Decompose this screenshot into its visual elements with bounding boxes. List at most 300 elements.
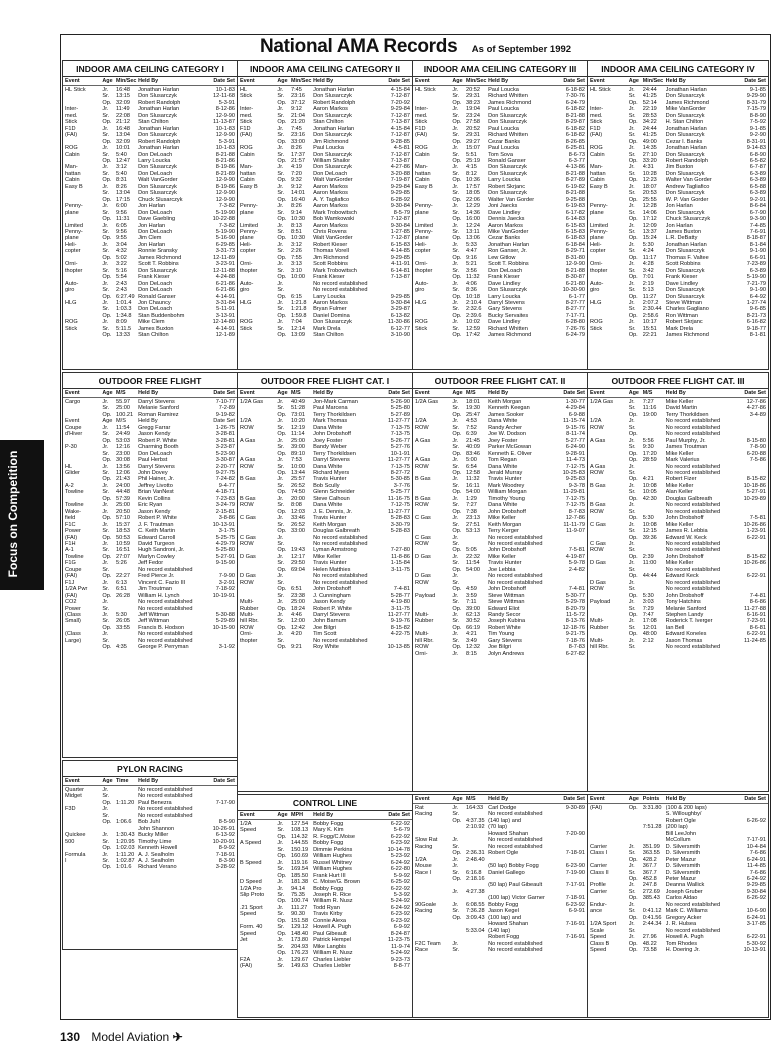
record-cell: 1:02.03 — [115, 845, 135, 852]
record-cell: Sr. — [102, 190, 110, 197]
record-row — [240, 963, 410, 969]
record-cell: 3-31-73 — [215, 248, 235, 255]
record-cell: C. Moise/G. Brown — [313, 879, 361, 886]
record-cell: 5-26-90 — [390, 399, 410, 405]
record-cell: Jon Harlan — [138, 241, 166, 248]
record-cell: 6-18-82 — [565, 125, 585, 132]
record-cell: Inter- — [65, 106, 79, 113]
record-cell: Op. — [277, 254, 287, 261]
record-cell: Aaron Markos — [313, 299, 348, 306]
record-cell: 7-17-91 — [746, 837, 766, 844]
record-cell: 4-14-85 — [390, 248, 410, 255]
record-cell: Hugh Sandroni, Jr. — [138, 547, 185, 554]
record-cell: 4-29-79 — [215, 540, 235, 547]
record-cell: 17:20 — [642, 450, 657, 457]
column-header: Held By — [665, 78, 686, 84]
record-cell: John Barnum — [313, 618, 347, 625]
column-header: Min/Sec — [290, 78, 312, 84]
record-cell: 9-2-91 — [749, 196, 766, 203]
panel-title: OUTDOOR FREE FLIGHT CAT. II — [413, 373, 587, 389]
record-cell: Gary Stevens — [488, 306, 522, 313]
record-cell: 7-24-82 — [215, 476, 235, 483]
record-cell: Peter Mazur — [665, 856, 697, 863]
record-rows — [238, 820, 412, 969]
record-cell: Sr. — [628, 170, 636, 177]
record-cell: Profile — [590, 882, 606, 889]
record-cell: Francis B. Hodson — [138, 624, 185, 631]
record-cell: L.R. DeBatty — [665, 235, 698, 242]
record-cell: Jr. — [452, 631, 459, 638]
record-cell: 14:06 — [642, 209, 657, 216]
record-cell: Sr. — [452, 228, 460, 235]
record-cell: 367.7 — [642, 863, 657, 870]
record-cell: 11-27-88 — [743, 605, 766, 612]
record-cell: W. P. Van Gorder — [665, 196, 709, 203]
record-cell: 6-27-82 — [565, 650, 585, 657]
record-cell: 144.55 — [290, 840, 309, 847]
record-cell: 7-18-92 — [215, 586, 235, 593]
column-header: Event — [590, 78, 605, 84]
record-cell: 8-31-80 — [565, 254, 585, 261]
record-cell: C Gas — [240, 515, 256, 522]
record-cell: 5-29-89 — [215, 618, 235, 625]
record-cell: 3:03 — [642, 599, 654, 606]
record-cell: Op. — [277, 528, 287, 535]
record-cell: Sr. — [277, 502, 285, 509]
record-cell: Darryl Stevens — [313, 611, 350, 618]
record-cell: Sr. — [628, 850, 636, 857]
record-cell: Tom Rhodes — [665, 940, 698, 947]
record-cell: Penny- — [240, 203, 258, 210]
record-cell: Jr. — [452, 203, 459, 210]
record-cell: Jr. — [277, 904, 284, 911]
record-cell: Andrew Tagliafico — [665, 183, 710, 190]
record-cell: 11-4-73 — [566, 457, 585, 464]
record-cell: Speed — [590, 934, 607, 941]
record-cell: Op. — [102, 644, 112, 651]
column-header: Points — [642, 796, 660, 802]
record-cell: 6:39 — [465, 431, 477, 438]
record-cell: Op. — [452, 235, 462, 242]
record-cell: 8-21-88 — [215, 151, 235, 158]
record-cell: Carrier — [590, 888, 608, 895]
record-cell: 0:41.56 — [642, 914, 662, 921]
record-cell: 12-9-90 — [565, 261, 585, 268]
record-cell: No record established — [665, 644, 721, 651]
record-cell: 8-27-77 — [565, 299, 585, 306]
record-cell: Op. — [628, 274, 638, 281]
record-cell: 8-6-86 — [749, 599, 766, 606]
record-cell: F1H — [65, 540, 76, 547]
record-cell: Sr. — [277, 579, 285, 586]
record-cell: 16:48 — [115, 125, 130, 132]
record-cell: Sr. — [102, 812, 110, 819]
record-cell: 6-15-83 — [565, 222, 585, 229]
record-cell: Don Slusarczyk — [138, 112, 177, 119]
record-cell: James Richmond — [665, 332, 709, 339]
record-cell: Mark Drela — [665, 325, 694, 332]
record-cell: 6:27.49 — [115, 293, 135, 300]
record-cell: plane — [240, 209, 254, 216]
record-cell: 10-1-83 — [215, 87, 235, 93]
record-cell: 4:24 — [642, 248, 654, 255]
record-cell: B Gas — [415, 495, 431, 502]
record-cell: Jr. — [102, 87, 109, 93]
record-cell: 5-9-92 — [393, 872, 410, 879]
record-cell: 11-15-74 — [562, 418, 585, 425]
record-cell: Jr. — [277, 106, 284, 113]
records-panel — [237, 372, 413, 792]
record-cell: Penny- — [415, 228, 433, 235]
records-panel — [412, 794, 588, 1018]
record-cell: HL — [240, 87, 248, 93]
record-cell: 11:32 — [465, 274, 480, 281]
record-cell: 5:05 — [465, 547, 477, 554]
record-cell: Sr. — [628, 586, 636, 593]
record-cell: 16:40 — [290, 196, 305, 203]
record-cell: Jim Troutman — [138, 586, 172, 593]
record-cell: No record established — [138, 637, 193, 644]
record-cell: 11-27-77 — [387, 508, 410, 515]
record-cell: 3-31-84 — [215, 299, 235, 306]
record-cell: Bobby Fogg — [488, 901, 519, 908]
record-cell: Midget — [65, 793, 82, 800]
record-cell: Jr. — [452, 319, 459, 326]
record-cell: Lew Gitlow — [488, 254, 516, 261]
record-cell: Don Slusarczyk — [313, 164, 352, 171]
record-cell: 12-9-90 — [215, 196, 235, 203]
record-rows — [413, 398, 587, 657]
record-cell: 1:01.6 — [115, 864, 132, 871]
record-cell: John Drobshoff — [313, 586, 351, 593]
record-cell: Don DeLoach — [138, 450, 173, 457]
record-cell: 8-15-80 — [746, 437, 766, 444]
record-cell: 247.8 — [642, 882, 657, 889]
record-cell: 2:26 — [290, 248, 302, 255]
record-cell: 7-12-87 — [390, 235, 410, 242]
record-cell: B Gas — [590, 502, 606, 509]
record-cell: Sr. — [628, 888, 636, 895]
record-cell: 30:52 — [465, 618, 480, 625]
record-cell: Robert P. White — [138, 515, 177, 522]
record-cell: Op. — [277, 489, 287, 496]
record-cell: 452.8 — [642, 875, 657, 882]
record-cell: hill Rbr. — [415, 637, 434, 644]
record-cell: Jr. — [102, 482, 109, 489]
record-cell: 5-19-90 — [746, 274, 766, 281]
record-cell: Op. — [628, 476, 638, 483]
record-cell: 7-30-76 — [565, 93, 585, 100]
record-cell: Don Slusarczyk — [138, 164, 177, 171]
record-cell: 17:15 — [115, 196, 130, 203]
record-cell: Jim Clem — [138, 235, 162, 242]
record-cell: 1-15-84 — [390, 560, 410, 567]
record-cell: Towline — [65, 489, 84, 496]
record-cell: Op. — [102, 476, 112, 483]
record-cell: 111.27 — [290, 904, 308, 911]
page-title-block — [60, 36, 771, 58]
record-cell: Don DeLoach — [138, 287, 173, 294]
record-cell: 10-15-90 — [212, 624, 235, 631]
record-cell: 5-27-91 — [746, 489, 766, 496]
record-cell: 12:03 — [290, 508, 305, 515]
record-cell: Mark Trobowitsch — [313, 267, 357, 274]
record-row — [240, 644, 410, 650]
records-panel — [237, 794, 413, 1018]
record-cell: 5:30 — [115, 611, 127, 618]
record-rows — [588, 804, 768, 953]
record-cell: Edward Keck — [665, 573, 699, 580]
record-cell: 3:04 — [115, 241, 127, 248]
record-cell: 9-6-85 — [749, 306, 766, 313]
record-cell: 7:29 — [642, 605, 654, 612]
record-cell: 6-24-90 — [565, 444, 585, 451]
record-cell: J. Cunningham — [313, 592, 351, 599]
record-cell: 22:06 — [465, 196, 480, 203]
record-cell: Aaron Markos — [313, 222, 348, 229]
record-cell: 7-23-89 — [746, 261, 766, 268]
record-cell: (Class — [65, 631, 81, 638]
record-cell: 2:36.31 — [465, 850, 485, 857]
record-cell: Peter Mazur — [665, 875, 697, 882]
record-cell: Sr. — [277, 132, 285, 139]
record-cell: Jerald Murray — [488, 469, 523, 476]
record-cell: Don Slusarczyk — [665, 248, 705, 255]
record-cell: 9-1-85 — [749, 125, 766, 132]
record-cell: Jon Harlan — [138, 203, 166, 210]
record-cell: Op. — [277, 216, 287, 223]
record-cell: Jr. — [452, 164, 459, 171]
record-cell: Wake- — [65, 508, 81, 515]
record-cell: A. J. Sealholm — [138, 857, 175, 864]
record-cell: 6-23-92 — [390, 911, 410, 918]
record-cell: 5-26-77 — [390, 437, 410, 444]
column-header: Date Set — [213, 78, 235, 84]
records-panel — [237, 60, 413, 370]
record-cell: Op. — [628, 293, 638, 300]
record-cell: Joseph Kubina — [488, 618, 526, 625]
record-cell: plane — [65, 209, 79, 216]
record-cell: Op. — [628, 119, 638, 126]
record-cell: Op. — [102, 495, 112, 502]
record-cell: Paul Loucka — [313, 145, 344, 152]
record-cell: Charles Liebler — [313, 962, 351, 969]
record-cell: 1:01.4 — [115, 299, 132, 306]
record-cell — [65, 864, 102, 870]
record-cell: 13:09 — [290, 332, 305, 339]
record-cell: Class B — [590, 940, 610, 947]
record-cell: Bucky Servaites — [488, 312, 529, 319]
column-headers — [588, 795, 768, 804]
column-header: Date Set — [563, 390, 585, 396]
column-header: Event — [590, 796, 605, 802]
record-cell: Cabin — [590, 151, 605, 158]
record-cell: H. Stan Chilton — [665, 119, 704, 126]
record-cell: Sr. — [628, 325, 636, 332]
record-cell: Jr. — [628, 882, 635, 889]
record-cell: 89:10 — [290, 450, 305, 457]
record-cell: 5-16-90 — [215, 235, 235, 242]
record-cell: Jr. — [277, 859, 284, 866]
record-cell: 55.97 — [115, 399, 130, 405]
record-cell: hattan — [65, 170, 81, 177]
record-cell: 27:07 — [115, 553, 130, 560]
record-cell: Jr. — [277, 631, 284, 638]
record-cell: 6-22-91 — [746, 573, 766, 580]
record-cell: Jr. — [102, 280, 109, 287]
record-cell: 3:59 — [465, 592, 477, 599]
record-cell: 5-19-90 — [215, 209, 235, 216]
record-cell: Rubber — [590, 624, 609, 631]
record-cell: 1:02.87 — [115, 857, 135, 864]
column-header: Held By — [313, 390, 334, 396]
record-cell: 16:11 — [465, 482, 480, 489]
record-cell: 6-22-92 — [390, 821, 410, 827]
record-cell: 10:05 — [642, 489, 657, 496]
record-cell: Op. — [277, 566, 287, 573]
record-cell: Frank Kieser — [665, 274, 698, 281]
record-cell: Op. — [277, 930, 287, 937]
record-cell: 9-1-90 — [749, 287, 766, 294]
record-cell: Limited — [415, 222, 434, 229]
record-cell: Dana White — [488, 502, 518, 509]
record-cell: Glenn Schneider — [313, 489, 355, 496]
record-cell: 2:07.2 — [642, 299, 659, 306]
record-cell: No record established — [488, 573, 543, 580]
record-cell: Dave Lindley — [488, 209, 521, 216]
record-cell: hattan — [590, 170, 606, 177]
record-cell: Dana White — [488, 418, 518, 425]
record-cell: B Gas — [240, 476, 256, 483]
record-cell: Op. — [628, 177, 638, 184]
record-cell: Robert Kieser — [313, 241, 348, 248]
record-cell: ROG — [590, 319, 603, 326]
record-cell: Op. — [277, 157, 287, 164]
record-cell: 8:26 — [290, 145, 302, 152]
record-cell: Don Slusarczyk — [313, 112, 352, 119]
record-cell: 12:01 — [642, 624, 657, 631]
record-cell: 6-18-82 — [565, 132, 585, 139]
record-cell: Sr. — [452, 306, 460, 313]
record-cell: 19:30 — [465, 405, 480, 412]
record-cell: Walt VanGorder — [138, 177, 178, 184]
record-cell: (50 lap) Paul Gibeault — [488, 882, 543, 889]
record-cell: 10-30-90 — [562, 287, 585, 294]
record-cell: Auto- — [65, 280, 79, 287]
record-cell: 3:12 — [115, 164, 127, 171]
record-cell: 3-7-76 — [393, 482, 410, 489]
record-cell: Sr. — [277, 267, 285, 274]
record-cell: Op. — [628, 196, 638, 203]
record-cell: Towline — [65, 553, 84, 560]
column-header: Date Set — [744, 796, 766, 802]
record-cell: Jon Harlan — [138, 222, 166, 229]
record-cell: Joey Foster — [313, 437, 343, 444]
record-cell: 1/2A Gas — [240, 399, 264, 405]
record-cell: Sr. — [452, 93, 460, 100]
record-cell: Jr. — [102, 241, 109, 248]
record-cell: thopter — [415, 267, 433, 274]
record-cell: Don Slusarczyk — [313, 93, 352, 100]
record-cell: 7:27 — [642, 399, 654, 405]
record-cell: 10-4-84 — [746, 843, 766, 850]
record-cell: Phil Hainer, Jr. — [138, 476, 175, 483]
record-cell: Jr. — [452, 399, 459, 405]
record-cell: Mark Valerius — [665, 457, 700, 464]
record-cell: 10-1-91 — [390, 450, 410, 457]
record-cell: Joseph Gruber — [665, 888, 703, 895]
record-cell: C Gas — [590, 540, 606, 547]
record-cell: 9:55 — [115, 235, 127, 242]
record-cell: Todd Ryan — [313, 904, 340, 911]
record-cell: Op. — [452, 196, 462, 203]
record-cell: 15:37 — [115, 521, 130, 528]
record-cell: Op. — [277, 644, 287, 651]
record-cell: 2-15-81 — [215, 508, 235, 515]
records-panel — [412, 372, 588, 792]
record-cell: Op. — [628, 856, 638, 863]
record-cell: 6-7-90 — [749, 209, 766, 216]
record-cell: Jr. — [628, 934, 635, 941]
record-cell: Connie Alexa — [313, 917, 347, 924]
record-cell: 8-26-85 — [565, 138, 585, 145]
record-cell: hill Rbr. — [590, 644, 609, 651]
record-cell: 28:53 — [642, 112, 657, 119]
record-cell: 10-13-91 — [743, 946, 766, 953]
magazine-name: Model Aviation — [91, 1030, 170, 1044]
record-cell: 6-20-88 — [746, 450, 766, 457]
record-cell: Bobby Fogg — [313, 885, 344, 892]
panel-title: OUTDOOR FREE FLIGHT — [63, 373, 237, 389]
record-cell: Jr. — [102, 222, 109, 229]
record-cell: Sr. — [277, 540, 285, 547]
record-cell: Jr. — [628, 164, 635, 171]
record-cell: J. F. Trautman — [138, 521, 174, 528]
record-cell: Jr. — [628, 618, 635, 625]
record-cell: A Speed — [240, 840, 262, 847]
record-cell: Jonathan Harlan — [313, 87, 355, 93]
record-cell: Slip Proto — [240, 891, 265, 898]
record-cell: 9-29-85 — [390, 190, 410, 197]
column-headers — [588, 389, 768, 398]
record-cell: Penny- — [65, 228, 83, 235]
record-cell: Sr. — [628, 927, 636, 934]
record-cell: 10-1-83 — [215, 145, 235, 152]
record-cell: Bobby Fogg — [313, 840, 344, 847]
record-cell: 5-3-91 — [218, 99, 235, 106]
record-cell: Mary K. Kim — [313, 827, 344, 834]
record-cell: 114.32 — [290, 833, 308, 840]
column-header: Age — [277, 812, 288, 818]
record-cell: Sr. — [102, 405, 110, 412]
record-cell: 7-12-87 — [390, 132, 410, 139]
record-cell: Multi- — [240, 611, 254, 618]
record-cell: Op. — [277, 312, 287, 319]
record-cell: 8-24-87 — [390, 930, 410, 937]
record-cell: 8:08 — [290, 502, 302, 509]
record-cell: 33:46 — [290, 515, 305, 522]
record-cell: James Richmond — [665, 99, 709, 106]
record-cell: 10-25-83 — [562, 469, 585, 476]
record-cell: Op. — [277, 293, 287, 300]
column-header: Event — [240, 78, 255, 84]
record-cell: Robert Fizer — [665, 476, 697, 483]
record-cell: 3-8-86 — [218, 515, 235, 522]
record-cell: 25:00 — [290, 599, 305, 606]
record-cell: Bryan Fulmer — [313, 306, 347, 313]
record-cell — [466, 947, 488, 953]
record-cell: Op. — [452, 119, 462, 126]
